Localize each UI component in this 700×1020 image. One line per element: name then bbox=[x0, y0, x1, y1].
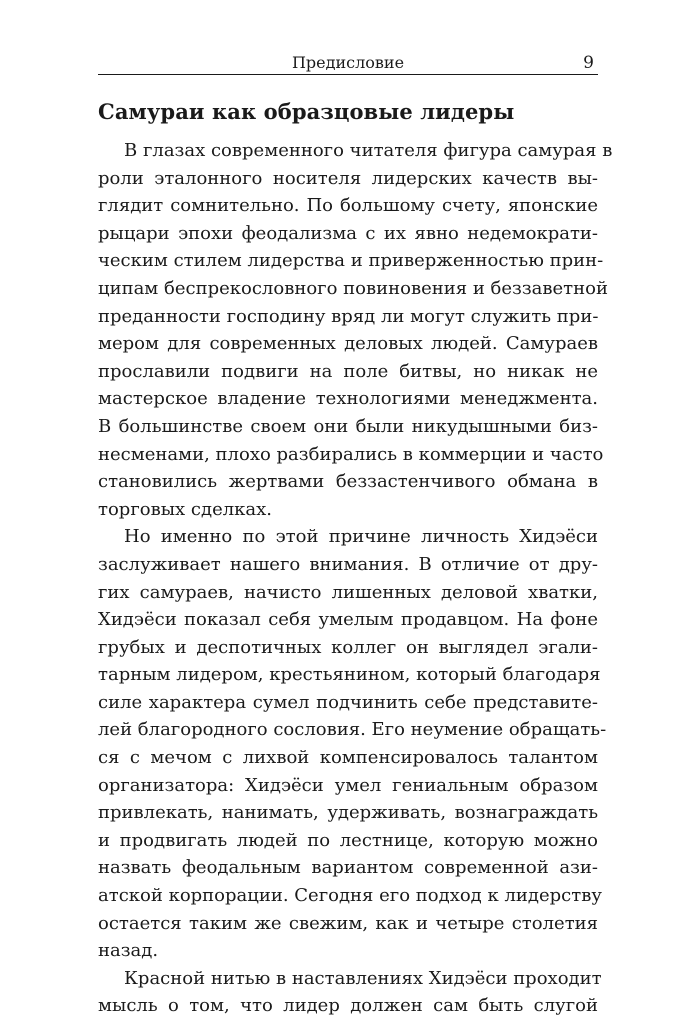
text-line: привлекать, нанимать, удерживать, вознаграждать bbox=[98, 802, 598, 824]
text-line: организатора: Хидэёси умел гениальным образом bbox=[98, 774, 598, 796]
paragraph-2 bbox=[98, 523, 607, 965]
text-line: и продвигать людей по лестнице, которую можно bbox=[98, 829, 598, 851]
text-line: роли эталонного носителя лидерских качеств вы- bbox=[98, 167, 598, 189]
text-line: ся с мечом с лихвой компенсировалось талантом bbox=[98, 747, 598, 769]
running-head-section-title: Предисловие bbox=[291, 53, 405, 72]
text-line: В глазах современного читателя фигура самурая в bbox=[124, 140, 613, 161]
text-line: ципам беспрекословного повиновения и беззаветной bbox=[98, 277, 608, 299]
text-line: ческим стилем лидерства и приверженностью прин- bbox=[98, 250, 604, 272]
text-line: гих самураев, начисто лишенных деловой хватки, bbox=[98, 581, 598, 603]
text-line: мысль о том, что лидер должен сам быть слугой bbox=[98, 995, 598, 1017]
text-line: мером для современных деловых людей. Самураев bbox=[98, 333, 598, 355]
text-line: назвать феодальным вариантом современной ази- bbox=[98, 857, 598, 879]
paragraph-3 bbox=[98, 965, 602, 1020]
running-head bbox=[98, 52, 598, 75]
text-line: становились жертвами беззастенчивого обмана в bbox=[98, 471, 598, 493]
text-line: силе характера сумел подчинить себе представите- bbox=[98, 691, 598, 713]
text-line: атской корпорации. Сегодня его подход к лидерству bbox=[98, 885, 602, 907]
text-line: тарным лидером, крестьянином, который благодаря bbox=[98, 664, 601, 686]
text-line: назад. bbox=[98, 940, 159, 962]
paragraph-1 bbox=[98, 137, 613, 523]
text-line: грубых и деспотичных коллег он выглядел эгали- bbox=[98, 636, 598, 658]
page-number: 9 bbox=[583, 53, 594, 73]
text-line: торговых сделках. bbox=[98, 498, 273, 520]
section-heading: Самураи как образцовые лидеры bbox=[98, 99, 515, 124]
text-line: Хидэёси показал себя умелым продавцом. На фоне bbox=[98, 609, 598, 631]
text-line: прославили подвиги на поле битвы, но никак не bbox=[98, 360, 598, 382]
text-line: заслуживает нашего внимания. В отличие от дру- bbox=[98, 553, 598, 575]
text-line: лей благородного сословия. Его неумение обращать- bbox=[98, 719, 607, 741]
text-line: мастерское владение технологиями менеджмента. bbox=[98, 388, 598, 410]
text-line: Красной нитью в наставлениях Хидэёси проходит bbox=[124, 967, 602, 989]
book-page bbox=[98, 52, 613, 1020]
text-line: остается таким же свежим, как и четыре столетия bbox=[98, 912, 598, 934]
text-line: преданности господину вряд ли могут служить при- bbox=[98, 305, 599, 327]
text-line: глядит сомнительно. По большому счету, японские bbox=[98, 195, 598, 217]
text-line: Но именно по этой причине личность Хидэёси bbox=[124, 526, 598, 548]
text-line: В большинстве своем они были никудышными биз- bbox=[98, 415, 598, 437]
text-line: несменами, плохо разбирались в коммерции и часто bbox=[98, 443, 604, 465]
body-text bbox=[98, 137, 613, 1020]
text-line: рыцари эпохи феодализма с их явно недемократи- bbox=[98, 222, 598, 244]
